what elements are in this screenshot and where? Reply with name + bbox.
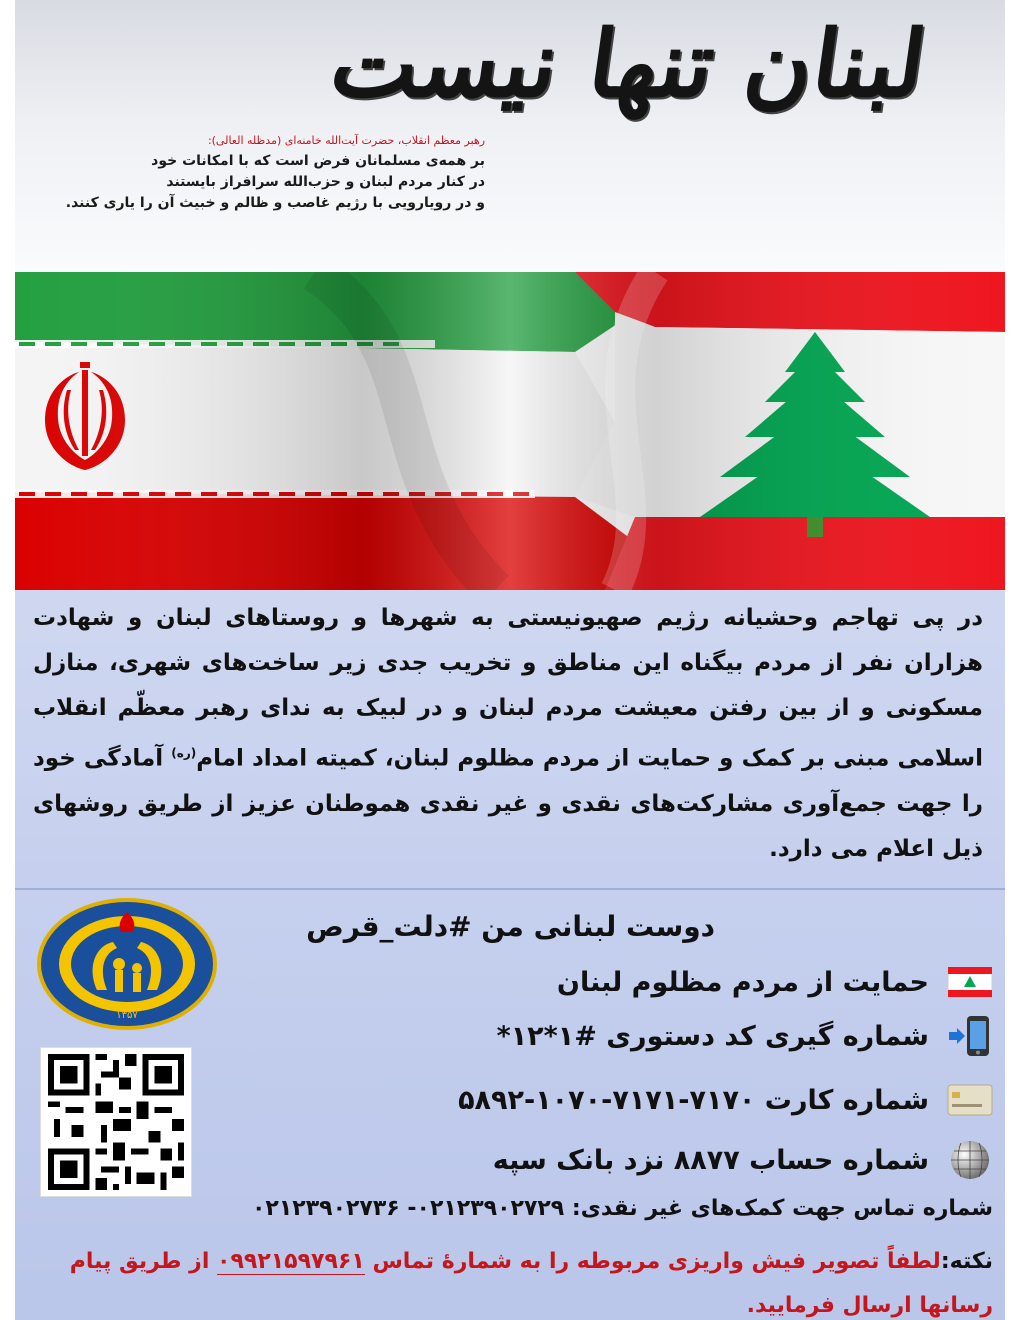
quote-line: در کنار مردم لبنان و حزب‌الله سرافراز بایستند — [166, 174, 485, 190]
bank-card-icon — [947, 1080, 993, 1120]
quote-line: بر همه‌ی مسلمانان فرض است که با امکانات خود — [151, 153, 485, 169]
paragraph-part2: آمادگی خود را جهت جمع‌آوری مشارکت‌های نقدی و غیر نقدی هموطنان عزیز از طریق روشهای ذیل اعلام می دارد. — [33, 745, 983, 862]
contact-line — [252, 1196, 993, 1221]
paragraph-part1: در پی تهاجم وحشیانه رژیم صهیونیستی به شهرها و روستاهای لبنان و شهادت هزاران نفر از مردم بیگناه این مناطق و تخریب جدی زیر ساخت‌های شهری، منازل مسکونی و از بین رفتن معیشت مردم لبنان و در لبیک به ندای رهبر معظّم انقلاب اسلامی مبنی بر کمک و حمایت از مردم مظلوم لبنان، کمیته امداد امام — [33, 605, 983, 772]
header — [15, 0, 1005, 272]
card-row — [458, 1080, 993, 1120]
lebanon-flag-icon — [947, 962, 993, 1002]
quote-line: و در رویارویی با رژیم غاصب و ظالم و خبیث آن را یاری کنند. — [65, 195, 485, 211]
imam-khomeini-relief-logo — [37, 898, 217, 1030]
leader-quote — [15, 134, 485, 214]
ussd-row — [497, 1016, 993, 1056]
ussd-text: شماره گیری کد دستوری #۱*۱۲* — [496, 1020, 929, 1052]
contact-numbers: ۰۲۱۲۳۹۰۲۷۲۹- ۰۲۱۲۳۹۰۲۷۳۶ — [252, 1196, 565, 1221]
support-row — [557, 962, 993, 1002]
note — [33, 1240, 993, 1320]
note-label: نکته: — [940, 1249, 993, 1274]
logo-year: ۱۳۵۷ — [116, 1010, 138, 1021]
note-text-1: لطفاً تصویر فیش واریزی مربوطه را به شمارهٔ تماس — [372, 1249, 941, 1274]
divider — [15, 888, 1005, 890]
poster — [15, 0, 1005, 1320]
contact-label: شماره تماس جهت کمک‌های غیر نقدی: — [571, 1196, 993, 1221]
poster-title: لبنان تنها نیست — [324, 10, 933, 118]
support-text: حمایت از مردم مظلوم لبنان — [556, 966, 929, 998]
iran-lebanon-flags-image — [15, 272, 1005, 590]
account-row — [493, 1140, 993, 1180]
campaign-title: دوست لبنانی من #دلت_قرص — [306, 910, 715, 943]
mobile-phone-icon — [947, 1016, 993, 1056]
note-phone-number: ۰۹۹۲۱۵۹۷۹۶۱ — [217, 1249, 365, 1274]
quote-attribution: رهبر معظم انقلاب، حضرت آیت‌الله خامنه‌ای (مدظله العالی): — [207, 134, 485, 147]
announcement-paragraph — [33, 596, 983, 872]
card-number-text: شماره کارت ۷۱۷۰-۷۱۷۱-۱۰۷۰-۵۸۹۲ — [458, 1084, 929, 1116]
flags-svg — [15, 272, 1005, 590]
note-text-2: از طریق پیام رسانها ارسال فرمایید. — [69, 1249, 993, 1318]
account-number-text: شماره حساب ۸۸۷۷ نزد بانک سپه — [492, 1144, 929, 1176]
qr-code[interactable] — [41, 1048, 191, 1196]
honorific: (ره) — [171, 746, 197, 760]
disco-ball-icon — [947, 1140, 993, 1180]
